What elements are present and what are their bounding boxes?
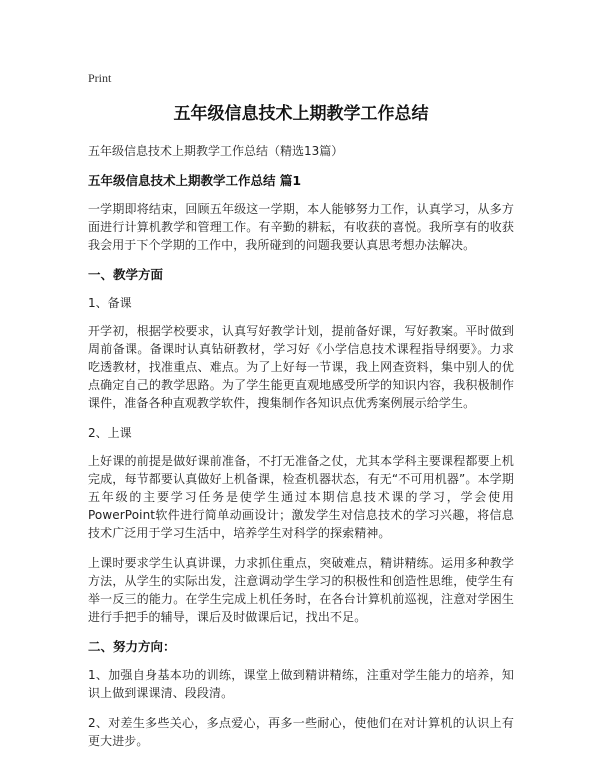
section-teaching-heading: 一、教学方面 <box>88 267 164 282</box>
class-paragraph-2: 上课时要求学生认真讲课，力求抓住重点，突破难点，精讲精练。运用多种教学方法，从学生的实际出发，注意调动学生学习的积极性和创造性思维，使学生有举一反三的能力。在学生完成上机任务时，在各台计算机前巡视，注意对学困生进行手把手的辅导，课后及时做课后记，找出不足。 <box>88 556 514 624</box>
sub-heading-lesson-prep: 1、备课 <box>88 296 132 310</box>
document-subtitle: 五年级信息技术上期教学工作总结（精选13篇） <box>88 144 344 158</box>
direction-item-1: 1、加强自身基本功的训练，课堂上做到精讲精练，注重对学生能力的培养，知识上做到课课清、段段清。 <box>88 668 514 700</box>
print-label: Print <box>88 71 112 85</box>
sub-heading-class: 2、上课 <box>88 426 132 440</box>
class-paragraph-1: 上好课的前提是做好课前准备，不打无准备之仗，尤其本学科主要课程都要上机完成，每节都要认真做好上机备课，检查机器状态，有无“不可用机器”。本学期五年级的主要学习任务是使学生通过本期信息技术课的学习，学会使用PowerPoint软件进行简单动画设计；激发学生对信息技术的学习兴趣，将信息技术广泛用于学习生活中，培养学生对科学的探索精神。 <box>88 454 514 540</box>
document-title: 五年级信息技术上期教学工作总结 <box>173 104 429 124</box>
intro-paragraph: 一学期即将结束，回顾五年级这一学期，本人能够努力工作，认真学习，从多方面进行计算机教学和管理工作。有辛勤的耕耘，有收获的喜悦。我所享有的收获我会用于下个学期的工作中，我所碰到的问题我要认真思考想办法解决。 <box>88 202 514 252</box>
section-direction-heading: 二、努力方向： <box>88 639 176 654</box>
direction-item-2: 2、对差生多些关心，多点爱心，再多一些耐心，使他们在对计算机的认识上有更大进步。 <box>88 716 514 748</box>
article-heading: 五年级信息技术上期教学工作总结 篇1 <box>88 173 302 188</box>
lesson-prep-paragraph: 开学初，根据学校要求，认真写好教学计划，提前备好课，写好教案。平时做到周前备课。备课时认真钻研教材，学习好《小学信息技术课程指导纲要》。力求吃透教材，找准重点、难点。为了上好每一节课，我上网查资料，集中别人的优点确定自己的教学思路。为了学生能更直观地感受所学的知识内容，我积极制作课件，准备各种直观教学软件，搜集制作各知识点优秀案例展示给学生。 <box>88 324 514 410</box>
